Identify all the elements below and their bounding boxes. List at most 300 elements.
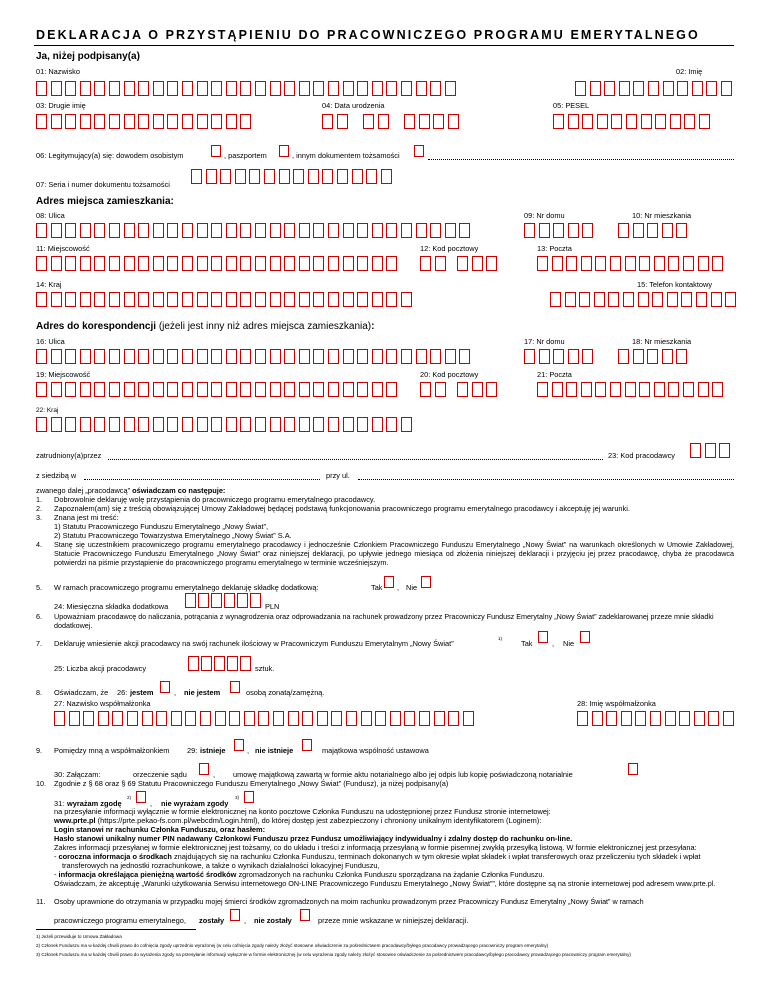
- char-box[interactable]: [240, 81, 251, 96]
- char-box[interactable]: [337, 114, 348, 129]
- char-box[interactable]: [185, 593, 196, 608]
- char-box[interactable]: [65, 114, 76, 129]
- char-box[interactable]: [206, 169, 217, 184]
- char-box[interactable]: [80, 292, 91, 307]
- char-box[interactable]: [124, 349, 135, 364]
- char-box[interactable]: [328, 349, 339, 364]
- char-box[interactable]: [293, 169, 304, 184]
- char-box[interactable]: [552, 382, 563, 397]
- char-box[interactable]: [416, 223, 427, 238]
- char-box[interactable]: [419, 711, 430, 726]
- char-box[interactable]: [670, 114, 681, 129]
- char-box[interactable]: [401, 81, 412, 96]
- char-box[interactable]: [568, 349, 579, 364]
- char-box[interactable]: [127, 711, 138, 726]
- field-pesel[interactable]: [553, 114, 710, 131]
- char-box[interactable]: [226, 382, 237, 397]
- char-box[interactable]: [284, 349, 295, 364]
- checkbox-nie-5[interactable]: [421, 576, 431, 588]
- char-box[interactable]: [582, 349, 593, 364]
- char-box[interactable]: [386, 223, 397, 238]
- char-box[interactable]: [663, 81, 674, 96]
- char-box[interactable]: [667, 292, 678, 307]
- checkbox-inny-dokument[interactable]: [414, 145, 424, 157]
- checkbox-tak-5[interactable]: [384, 576, 394, 588]
- checkbox-nie-istnieje[interactable]: [302, 739, 312, 751]
- checkbox-jestem[interactable]: [160, 681, 170, 693]
- char-box[interactable]: [167, 349, 178, 364]
- char-box[interactable]: [610, 256, 621, 271]
- char-box[interactable]: [182, 223, 193, 238]
- char-box[interactable]: [211, 593, 222, 608]
- char-box[interactable]: [434, 711, 445, 726]
- char-box[interactable]: [706, 81, 717, 96]
- char-box[interactable]: [625, 256, 636, 271]
- char-box[interactable]: [372, 382, 383, 397]
- field-imie-malzonka[interactable]: [577, 711, 734, 728]
- char-box[interactable]: [372, 292, 383, 307]
- char-box[interactable]: [595, 256, 606, 271]
- char-box[interactable]: [524, 349, 535, 364]
- char-box[interactable]: [677, 81, 688, 96]
- char-box[interactable]: [80, 349, 91, 364]
- field-korr-miejscowosc[interactable]: [36, 382, 397, 399]
- char-box[interactable]: [153, 223, 164, 238]
- char-box[interactable]: [284, 223, 295, 238]
- char-box[interactable]: [153, 292, 164, 307]
- field-korr-nr-domu[interactable]: [524, 349, 593, 366]
- char-box[interactable]: [539, 223, 550, 238]
- field-kraj[interactable]: [36, 292, 412, 309]
- char-box[interactable]: [211, 223, 222, 238]
- char-box[interactable]: [109, 114, 120, 129]
- char-box[interactable]: [328, 417, 339, 432]
- char-box[interactable]: [284, 256, 295, 271]
- field-telefon[interactable]: [550, 292, 736, 309]
- char-box[interactable]: [472, 382, 483, 397]
- char-box[interactable]: [459, 349, 470, 364]
- char-box[interactable]: [270, 256, 281, 271]
- char-box[interactable]: [524, 223, 535, 238]
- char-box[interactable]: [240, 349, 251, 364]
- char-box[interactable]: [445, 81, 456, 96]
- char-box[interactable]: [668, 382, 679, 397]
- char-box[interactable]: [565, 292, 576, 307]
- char-box[interactable]: [420, 256, 431, 271]
- char-box[interactable]: [167, 382, 178, 397]
- field-dob-year[interactable]: [404, 114, 459, 131]
- char-box[interactable]: [639, 256, 650, 271]
- char-box[interactable]: [457, 256, 468, 271]
- checkbox-tak-7[interactable]: [538, 631, 548, 643]
- char-box[interactable]: [568, 223, 579, 238]
- char-box[interactable]: [676, 349, 687, 364]
- char-box[interactable]: [683, 256, 694, 271]
- char-box[interactable]: [240, 256, 251, 271]
- field-poczta[interactable]: [537, 256, 723, 273]
- char-box[interactable]: [51, 417, 62, 432]
- char-box[interactable]: [36, 81, 47, 96]
- char-box[interactable]: [445, 349, 456, 364]
- char-box[interactable]: [284, 382, 295, 397]
- char-box[interactable]: [386, 382, 397, 397]
- char-box[interactable]: [36, 417, 47, 432]
- char-box[interactable]: [648, 81, 659, 96]
- char-box[interactable]: [273, 711, 284, 726]
- char-box[interactable]: [65, 223, 76, 238]
- char-box[interactable]: [197, 382, 208, 397]
- char-box[interactable]: [215, 711, 226, 726]
- char-box[interactable]: [313, 256, 324, 271]
- char-box[interactable]: [313, 81, 324, 96]
- char-box[interactable]: [343, 349, 354, 364]
- char-box[interactable]: [201, 656, 212, 671]
- char-box[interactable]: [386, 417, 397, 432]
- char-box[interactable]: [109, 256, 120, 271]
- char-box[interactable]: [633, 223, 644, 238]
- char-box[interactable]: [698, 382, 709, 397]
- checkbox-umowa-majatkowa[interactable]: [628, 763, 638, 775]
- char-box[interactable]: [698, 256, 709, 271]
- char-box[interactable]: [328, 256, 339, 271]
- char-box[interactable]: [255, 349, 266, 364]
- char-box[interactable]: [579, 292, 590, 307]
- char-box[interactable]: [638, 292, 649, 307]
- char-box[interactable]: [619, 81, 630, 96]
- char-box[interactable]: [138, 223, 149, 238]
- char-box[interactable]: [255, 256, 266, 271]
- char-box[interactable]: [313, 417, 324, 432]
- char-box[interactable]: [112, 711, 123, 726]
- char-box[interactable]: [553, 349, 564, 364]
- char-box[interactable]: [299, 223, 310, 238]
- char-box[interactable]: [343, 417, 354, 432]
- char-box[interactable]: [188, 656, 199, 671]
- char-box[interactable]: [430, 223, 441, 238]
- char-box[interactable]: [647, 223, 658, 238]
- char-box[interactable]: [80, 417, 91, 432]
- char-box[interactable]: [51, 292, 62, 307]
- char-box[interactable]: [633, 349, 644, 364]
- char-box[interactable]: [185, 711, 196, 726]
- char-box[interactable]: [226, 292, 237, 307]
- char-box[interactable]: [197, 292, 208, 307]
- char-box[interactable]: [435, 256, 446, 271]
- char-box[interactable]: [655, 114, 666, 129]
- char-box[interactable]: [65, 382, 76, 397]
- char-box[interactable]: [611, 114, 622, 129]
- char-box[interactable]: [621, 711, 632, 726]
- char-box[interactable]: [676, 223, 687, 238]
- char-box[interactable]: [240, 114, 251, 129]
- char-box[interactable]: [54, 711, 65, 726]
- field-nr-domu[interactable]: [524, 223, 593, 240]
- char-box[interactable]: [401, 292, 412, 307]
- char-box[interactable]: [270, 417, 281, 432]
- char-box[interactable]: [581, 256, 592, 271]
- char-box[interactable]: [197, 349, 208, 364]
- char-box[interactable]: [220, 169, 231, 184]
- char-box[interactable]: [197, 417, 208, 432]
- char-box[interactable]: [156, 711, 167, 726]
- char-box[interactable]: [684, 114, 695, 129]
- char-box[interactable]: [328, 81, 339, 96]
- char-box[interactable]: [138, 256, 149, 271]
- char-box[interactable]: [138, 81, 149, 96]
- char-box[interactable]: [313, 382, 324, 397]
- char-box[interactable]: [433, 114, 444, 129]
- char-box[interactable]: [94, 114, 105, 129]
- char-box[interactable]: [240, 417, 251, 432]
- char-box[interactable]: [138, 382, 149, 397]
- char-box[interactable]: [366, 169, 377, 184]
- char-box[interactable]: [313, 223, 324, 238]
- char-box[interactable]: [94, 256, 105, 271]
- inny-dokument-line[interactable]: [428, 158, 734, 160]
- char-box[interactable]: [98, 711, 109, 726]
- char-box[interactable]: [681, 292, 692, 307]
- char-box[interactable]: [416, 349, 427, 364]
- char-box[interactable]: [182, 292, 193, 307]
- char-box[interactable]: [386, 81, 397, 96]
- char-box[interactable]: [457, 382, 468, 397]
- char-box[interactable]: [264, 169, 275, 184]
- char-box[interactable]: [723, 711, 734, 726]
- char-box[interactable]: [284, 81, 295, 96]
- field-imie[interactable]: [575, 81, 732, 98]
- char-box[interactable]: [683, 382, 694, 397]
- char-box[interactable]: [197, 223, 208, 238]
- char-box[interactable]: [109, 382, 120, 397]
- char-box[interactable]: [191, 169, 202, 184]
- char-box[interactable]: [51, 349, 62, 364]
- char-box[interactable]: [654, 382, 665, 397]
- char-box[interactable]: [592, 711, 603, 726]
- char-box[interactable]: [211, 349, 222, 364]
- char-box[interactable]: [566, 382, 577, 397]
- char-box[interactable]: [679, 711, 690, 726]
- field-korr-poczta[interactable]: [537, 382, 723, 399]
- employer-city-line[interactable]: [84, 478, 320, 480]
- char-box[interactable]: [575, 81, 586, 96]
- char-box[interactable]: [328, 223, 339, 238]
- char-box[interactable]: [343, 382, 354, 397]
- char-box[interactable]: [211, 114, 222, 129]
- char-box[interactable]: [401, 223, 412, 238]
- field-nazwisko[interactable]: [36, 81, 456, 98]
- char-box[interactable]: [604, 81, 615, 96]
- char-box[interactable]: [226, 81, 237, 96]
- char-box[interactable]: [182, 81, 193, 96]
- char-box[interactable]: [654, 256, 665, 271]
- char-box[interactable]: [696, 292, 707, 307]
- char-box[interactable]: [582, 223, 593, 238]
- field-korr-ulica[interactable]: [36, 349, 470, 366]
- char-box[interactable]: [625, 382, 636, 397]
- checkbox-nie-jestem[interactable]: [230, 681, 240, 693]
- char-box[interactable]: [153, 349, 164, 364]
- char-box[interactable]: [65, 256, 76, 271]
- char-box[interactable]: [182, 417, 193, 432]
- char-box[interactable]: [171, 711, 182, 726]
- char-box[interactable]: [124, 81, 135, 96]
- char-box[interactable]: [299, 349, 310, 364]
- char-box[interactable]: [343, 292, 354, 307]
- char-box[interactable]: [214, 656, 225, 671]
- char-box[interactable]: [553, 223, 564, 238]
- char-box[interactable]: [250, 593, 261, 608]
- field-skladka[interactable]: [185, 593, 261, 610]
- char-box[interactable]: [240, 292, 251, 307]
- char-box[interactable]: [694, 711, 705, 726]
- char-box[interactable]: [255, 223, 266, 238]
- char-box[interactable]: [109, 349, 120, 364]
- char-box[interactable]: [211, 292, 222, 307]
- char-box[interactable]: [270, 223, 281, 238]
- char-box[interactable]: [322, 114, 333, 129]
- checkbox-zostaly[interactable]: [230, 909, 240, 921]
- char-box[interactable]: [226, 223, 237, 238]
- field-korr-kod-a[interactable]: [420, 382, 446, 399]
- char-box[interactable]: [65, 292, 76, 307]
- char-box[interactable]: [712, 256, 723, 271]
- char-box[interactable]: [552, 256, 563, 271]
- char-box[interactable]: [343, 256, 354, 271]
- char-box[interactable]: [372, 81, 383, 96]
- char-box[interactable]: [94, 417, 105, 432]
- char-box[interactable]: [270, 349, 281, 364]
- char-box[interactable]: [258, 711, 269, 726]
- char-box[interactable]: [226, 114, 237, 129]
- char-box[interactable]: [224, 593, 235, 608]
- char-box[interactable]: [357, 349, 368, 364]
- char-box[interactable]: [486, 382, 497, 397]
- char-box[interactable]: [537, 256, 548, 271]
- char-box[interactable]: [65, 349, 76, 364]
- char-box[interactable]: [343, 81, 354, 96]
- char-box[interactable]: [153, 256, 164, 271]
- char-box[interactable]: [668, 256, 679, 271]
- char-box[interactable]: [211, 256, 222, 271]
- char-box[interactable]: [317, 711, 328, 726]
- char-box[interactable]: [692, 81, 703, 96]
- char-box[interactable]: [167, 223, 178, 238]
- field-kod-pocztowy-b[interactable]: [457, 256, 497, 273]
- char-box[interactable]: [448, 711, 459, 726]
- char-box[interactable]: [445, 223, 456, 238]
- char-box[interactable]: [463, 711, 474, 726]
- char-box[interactable]: [237, 593, 248, 608]
- char-box[interactable]: [36, 256, 47, 271]
- char-box[interactable]: [51, 114, 62, 129]
- char-box[interactable]: [153, 382, 164, 397]
- char-box[interactable]: [386, 349, 397, 364]
- char-box[interactable]: [124, 382, 135, 397]
- char-box[interactable]: [167, 417, 178, 432]
- char-box[interactable]: [51, 256, 62, 271]
- char-box[interactable]: [328, 292, 339, 307]
- char-box[interactable]: [641, 114, 652, 129]
- char-box[interactable]: [270, 292, 281, 307]
- char-box[interactable]: [420, 382, 431, 397]
- char-box[interactable]: [124, 292, 135, 307]
- checkbox-nie-zostaly[interactable]: [300, 909, 310, 921]
- char-box[interactable]: [235, 169, 246, 184]
- char-box[interactable]: [299, 256, 310, 271]
- char-box[interactable]: [197, 114, 208, 129]
- char-box[interactable]: [80, 114, 91, 129]
- char-box[interactable]: [308, 169, 319, 184]
- char-box[interactable]: [142, 711, 153, 726]
- char-box[interactable]: [372, 349, 383, 364]
- char-box[interactable]: [94, 223, 105, 238]
- char-box[interactable]: [590, 81, 601, 96]
- char-box[interactable]: [270, 81, 281, 96]
- char-box[interactable]: [633, 81, 644, 96]
- char-box[interactable]: [302, 711, 313, 726]
- char-box[interactable]: [328, 382, 339, 397]
- char-box[interactable]: [80, 81, 91, 96]
- char-box[interactable]: [626, 114, 637, 129]
- char-box[interactable]: [109, 417, 120, 432]
- char-box[interactable]: [153, 114, 164, 129]
- char-box[interactable]: [211, 81, 222, 96]
- char-box[interactable]: [725, 292, 736, 307]
- url-prte[interactable]: www.prte.pl: [54, 816, 96, 825]
- char-box[interactable]: [167, 114, 178, 129]
- char-box[interactable]: [226, 256, 237, 271]
- char-box[interactable]: [94, 382, 105, 397]
- char-box[interactable]: [51, 382, 62, 397]
- char-box[interactable]: [313, 349, 324, 364]
- char-box[interactable]: [198, 593, 209, 608]
- char-box[interactable]: [69, 711, 80, 726]
- checkbox-nie-wyrazam-zgody[interactable]: [244, 791, 254, 803]
- employer-street-line[interactable]: [358, 478, 734, 480]
- char-box[interactable]: [690, 443, 701, 458]
- char-box[interactable]: [299, 417, 310, 432]
- char-box[interactable]: [138, 292, 149, 307]
- field-miejscowosc[interactable]: [36, 256, 397, 273]
- char-box[interactable]: [249, 169, 260, 184]
- char-box[interactable]: [623, 292, 634, 307]
- char-box[interactable]: [577, 711, 588, 726]
- char-box[interactable]: [361, 711, 372, 726]
- checkbox-paszport[interactable]: [279, 145, 289, 157]
- char-box[interactable]: [94, 81, 105, 96]
- char-box[interactable]: [606, 711, 617, 726]
- char-box[interactable]: [138, 349, 149, 364]
- char-box[interactable]: [581, 382, 592, 397]
- char-box[interactable]: [419, 114, 430, 129]
- char-box[interactable]: [124, 256, 135, 271]
- char-box[interactable]: [539, 349, 550, 364]
- char-box[interactable]: [401, 417, 412, 432]
- checkbox-istnieje[interactable]: [234, 739, 244, 751]
- char-box[interactable]: [357, 292, 368, 307]
- char-box[interactable]: [416, 81, 427, 96]
- char-box[interactable]: [430, 81, 441, 96]
- char-box[interactable]: [255, 81, 266, 96]
- char-box[interactable]: [568, 114, 579, 129]
- char-box[interactable]: [80, 382, 91, 397]
- field-kod-pocztowy-a[interactable]: [420, 256, 446, 273]
- field-dob-day[interactable]: [322, 114, 348, 131]
- char-box[interactable]: [284, 292, 295, 307]
- char-box[interactable]: [211, 382, 222, 397]
- char-box[interactable]: [197, 256, 208, 271]
- field-akcje[interactable]: [188, 656, 251, 673]
